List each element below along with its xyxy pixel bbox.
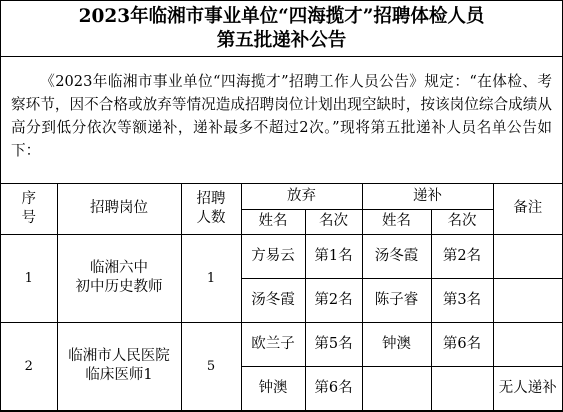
title-line-2: 第五批递补公告 xyxy=(216,29,347,51)
give-up-name: 欧兰子 xyxy=(241,322,305,366)
header-row-1 xyxy=(1,184,562,209)
row-count: 5 xyxy=(181,322,241,410)
header-supp-rank: 名次 xyxy=(431,209,493,234)
header-position: 招聘岗位 xyxy=(57,184,181,234)
row-seq: 2 xyxy=(1,322,57,410)
give-up-rank: 第1名 xyxy=(305,234,362,278)
give-up-name: 方易云 xyxy=(241,234,305,278)
supp-name xyxy=(362,366,431,410)
remark xyxy=(493,322,562,366)
give-up-rank: 第6名 xyxy=(305,366,362,410)
header-count: 招聘 人数 xyxy=(181,184,241,234)
header-give-up: 放弃 xyxy=(241,184,362,209)
table-row xyxy=(1,234,562,278)
row-count: 1 xyxy=(181,234,241,322)
supp-rank: 第6名 xyxy=(431,322,493,366)
remark: 无人递补 xyxy=(493,366,562,410)
row-position: 临湘市人民医院 临床医师1 xyxy=(57,322,181,410)
supplement-table xyxy=(1,184,562,411)
row-seq: 1 xyxy=(1,234,57,322)
give-up-rank: 第2名 xyxy=(305,278,362,322)
header-seq: 序 号 xyxy=(1,184,57,234)
supp-name: 钟澳 xyxy=(362,322,431,366)
announcement-title xyxy=(1,1,562,57)
give-up-rank: 第5名 xyxy=(305,322,362,366)
supp-name: 陈子睿 xyxy=(362,278,431,322)
intro-paragraph: 《2023年临湘市事业单位“四海揽才”招聘工作人员公告》规定：“在体检、考察环节，因不合格或放弃等情况造成招聘岗位计划出现空缺时，按该岗位综合成绩从高分到低分依次等额递补，递补最多不超过2次。”现将第五批递补人员名单公告如下： xyxy=(1,57,562,184)
give-up-name: 汤冬霞 xyxy=(241,278,305,322)
header-give-up-name: 姓名 xyxy=(241,209,305,234)
header-supplement: 递补 xyxy=(362,184,493,209)
title-line-1: 2023年临湘市事业单位“四海揽才”招聘体检人员 xyxy=(78,5,485,27)
table-row xyxy=(1,322,562,366)
give-up-name: 钟澳 xyxy=(241,366,305,410)
supp-rank: 第2名 xyxy=(431,234,493,278)
header-supp-name: 姓名 xyxy=(362,209,431,234)
header-remarks: 备注 xyxy=(493,184,562,234)
supp-name: 汤冬霞 xyxy=(362,234,431,278)
row-position: 临湘六中 初中历史教师 xyxy=(57,234,181,322)
supp-rank: 第3名 xyxy=(431,278,493,322)
header-give-up-rank: 名次 xyxy=(305,209,362,234)
remark xyxy=(493,234,562,278)
remark xyxy=(493,278,562,322)
supp-rank xyxy=(431,366,493,410)
